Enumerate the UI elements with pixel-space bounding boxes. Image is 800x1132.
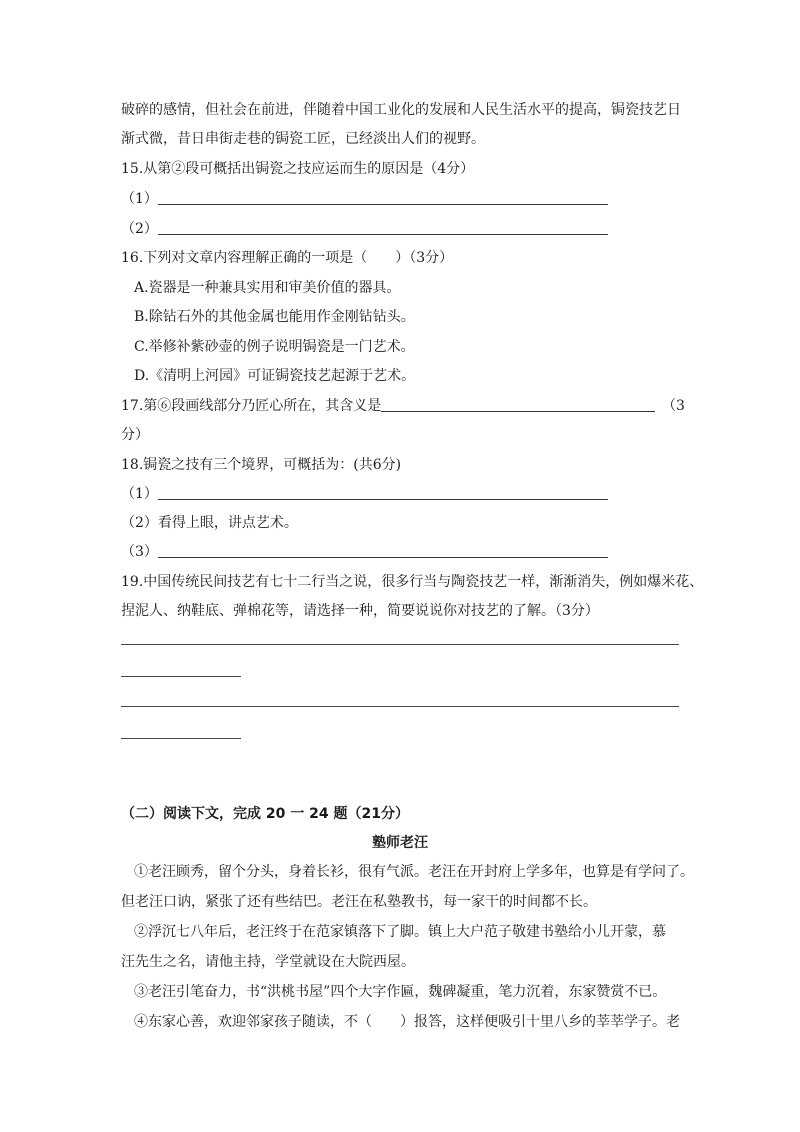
answer-rule[interactable]: [121, 676, 241, 677]
question-15-answer-2[interactable]: [121, 219, 608, 239]
paragraph-1-line-2: 但老汪口讷，紧张了还有些结巴。老汪在私塾教书，每一家干的时间都不长。: [121, 894, 597, 910]
answer-blank[interactable]: [158, 485, 608, 500]
paragraph-1-line-1: ①老汪顾秀，留个分头，身着长衫，很有气派。老汪在开封府上学多年，也算是有学问了。: [134, 864, 694, 880]
question-18-stem: 18.锔瓷之技有三个境界，可概括为：(共6分): [121, 457, 402, 473]
answer-rule[interactable]: [121, 738, 241, 739]
answer-label: （1）: [121, 191, 158, 207]
paragraph-3: ③老汪引笔奋力，书“洪桃书屋”四个大字作匾，魏碑凝重，笔力沉着，东家赞赏不已。: [134, 984, 667, 1000]
answer-label: （2）: [121, 221, 158, 237]
question-16-option-a: A.瓷器是一种兼具实用和审美价值的器具。: [134, 280, 401, 296]
question-16-stem: 16.下列对文章内容理解正确的一项是（ ）（3分）: [121, 250, 454, 266]
answer-rule[interactable]: [121, 706, 679, 707]
question-15-stem: 15.从第②段可概括出锔瓷之技应运而生的原因是（4分）: [121, 161, 475, 177]
question-17-stem: [121, 396, 655, 416]
question-19-line-1: 19.中国传统民间技艺有七十二行当之说，很多行当与陶瓷技艺一样，渐渐消失，例如爆米花、: [121, 574, 704, 590]
question-16-option-d: D.《清明上河园》可证锔瓷技艺起源于艺术。: [134, 368, 416, 384]
answer-label: （3）: [121, 544, 158, 560]
question-19-line-2: 捏泥人、纳鞋底、弹棉花等，请选择一种，简要说说你对技艺的了解。（3分）: [121, 603, 599, 619]
section-2-heading: （二）阅读下文，完成 20 一 24 题（21分）: [121, 806, 409, 822]
question-16-option-c: C.举修补紫砂壶的例子说明锔瓷是一门艺术。: [134, 339, 415, 355]
question-18-answer-3[interactable]: [121, 542, 608, 562]
passage-title: 塾师老汪: [372, 835, 428, 851]
question-17-text: 17.第⑥段画线部分乃匠心所在，其含义是: [121, 398, 382, 414]
answer-blank[interactable]: [158, 220, 608, 235]
passage-tail-line-1: 破碎的感情，但社会在前进，伴随着中国工业化的发展和人民生活水平的提高，锔瓷技艺日: [121, 102, 681, 118]
answer-blank[interactable]: [158, 190, 608, 205]
passage-tail-line-2: 渐式微，昔日串街走巷的锔瓷工匠，已经淡出人们的视野。: [121, 131, 485, 147]
answer-blank[interactable]: [381, 397, 655, 412]
question-15-answer-1[interactable]: [121, 189, 608, 209]
paragraph-2-line-1: ②浮沉七八年后，老汪终于在范家镇落下了脚。镇上大户范子敬建书塾给小儿开蒙，慕: [134, 924, 666, 940]
answer-label: （1）: [121, 486, 158, 502]
question-17-score-b: 分）: [121, 427, 149, 443]
answer-blank[interactable]: [158, 543, 608, 558]
question-16-option-b: B.除钻石外的其他金属也能用作金刚钻钻头。: [134, 309, 415, 325]
question-17-score-a: （3: [662, 398, 685, 414]
answer-rule[interactable]: [121, 644, 679, 645]
paragraph-2-line-2: 汪先生之名，请他主持，学堂就设在大院西屋。: [121, 954, 415, 970]
question-18-answer-1[interactable]: [121, 484, 608, 504]
paragraph-4-line-1: ④东家心善，欢迎邻家孩子随读，不（ ）报答，这样便吸引十里八乡的莘莘学子。老: [134, 1014, 680, 1030]
question-18-answer-2: （2）看得上眼，讲点艺术。: [121, 515, 298, 531]
